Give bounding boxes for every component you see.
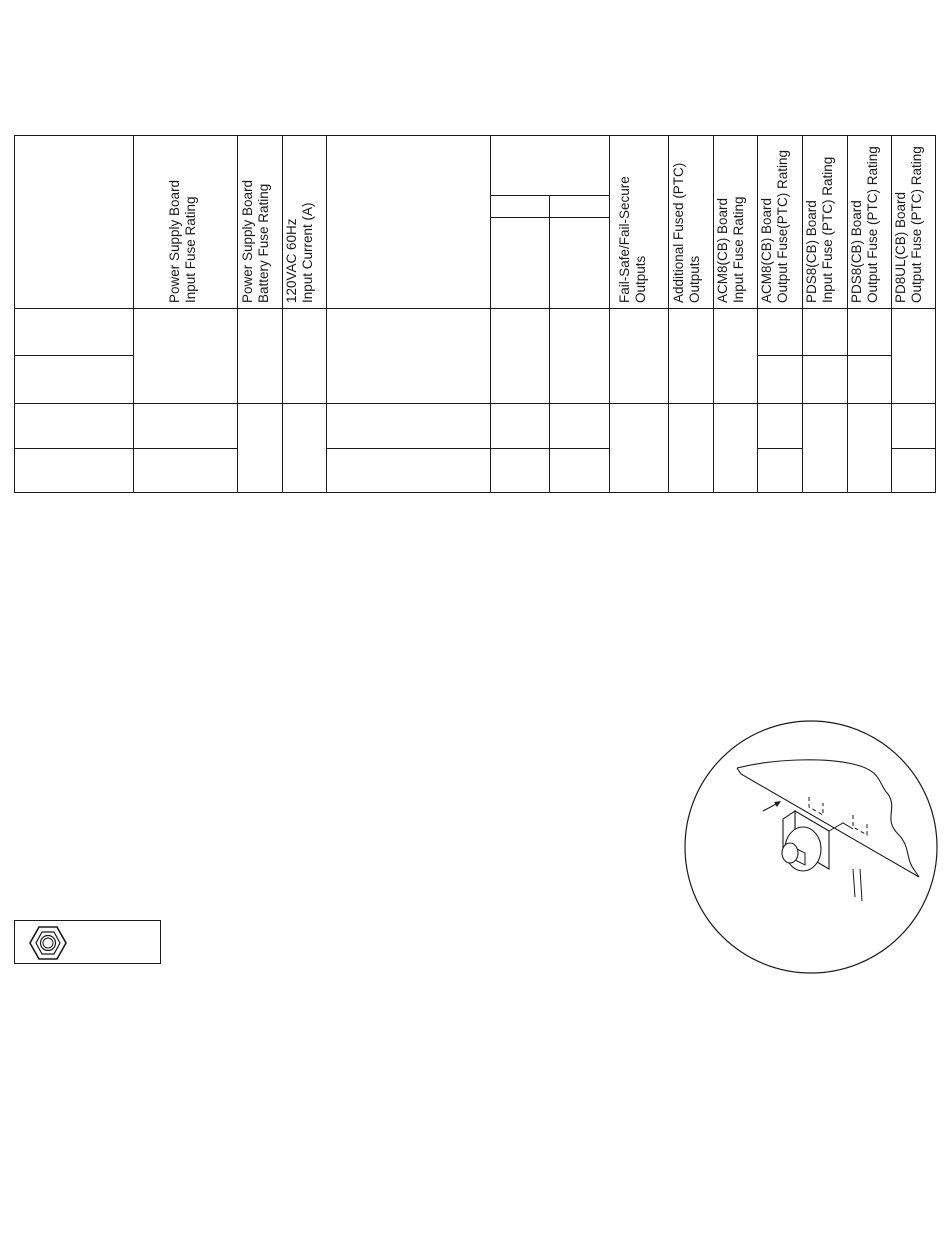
header-additional-fused — [671, 163, 702, 303]
header-line-1: ACM8(CB) Board — [759, 197, 774, 303]
header-pds8-output-fuse — [849, 146, 880, 303]
hex-nut-icon — [29, 925, 67, 961]
header-line-2: Output Fuse (PTC) Rating — [909, 146, 924, 303]
header-line-2: Input Fuse Rating — [731, 196, 746, 303]
header-line-2: Input Fuse (PTC) Rating — [820, 156, 835, 303]
header-line-2: Input Current (A) — [300, 202, 315, 303]
header-line-1: PDS8(CB) Board — [849, 200, 864, 303]
mounting-detail-illustration — [683, 719, 939, 975]
header-line-2: Battery Fuse Rating — [256, 183, 271, 303]
header-line-2: Output Fuse (PTC) Rating — [865, 146, 880, 303]
header-line-2: Input Fuse Rating — [183, 196, 198, 303]
hex-nut-legend — [14, 920, 161, 964]
header-line-1: 120VAC 60Hz — [284, 218, 299, 303]
header-line-1: Power Supply Board — [240, 179, 255, 303]
header-pds8-input-fuse — [804, 157, 835, 303]
header-line-2: Outputs — [687, 255, 702, 303]
header-line-1: Power Supply Board — [167, 179, 182, 303]
header-line-1: PD8UL(CB) Board — [893, 191, 908, 303]
header-failsafe-outputs — [617, 176, 648, 303]
header-input-current — [284, 202, 315, 303]
header-line-2: Output Fuse(PTC) Rating — [775, 149, 790, 303]
header-acm8-input-fuse — [715, 196, 746, 303]
header-line-1: ACM8(CB) Board — [715, 197, 730, 303]
header-line-1: Fail-Safe/Fail-Secure — [617, 176, 632, 303]
header-line-2: Outputs — [633, 255, 648, 303]
header-acm8-output-fuse — [759, 150, 790, 303]
header-line-1: PDS8(CB) Board — [804, 200, 819, 303]
header-line-1: Additional Fused (PTC) — [671, 162, 686, 303]
header-pd8ul-output-fuse — [893, 146, 924, 303]
spec-table — [14, 135, 936, 493]
header-psu-battery-fuse — [240, 180, 271, 303]
header-psu-input-fuse — [167, 180, 198, 303]
